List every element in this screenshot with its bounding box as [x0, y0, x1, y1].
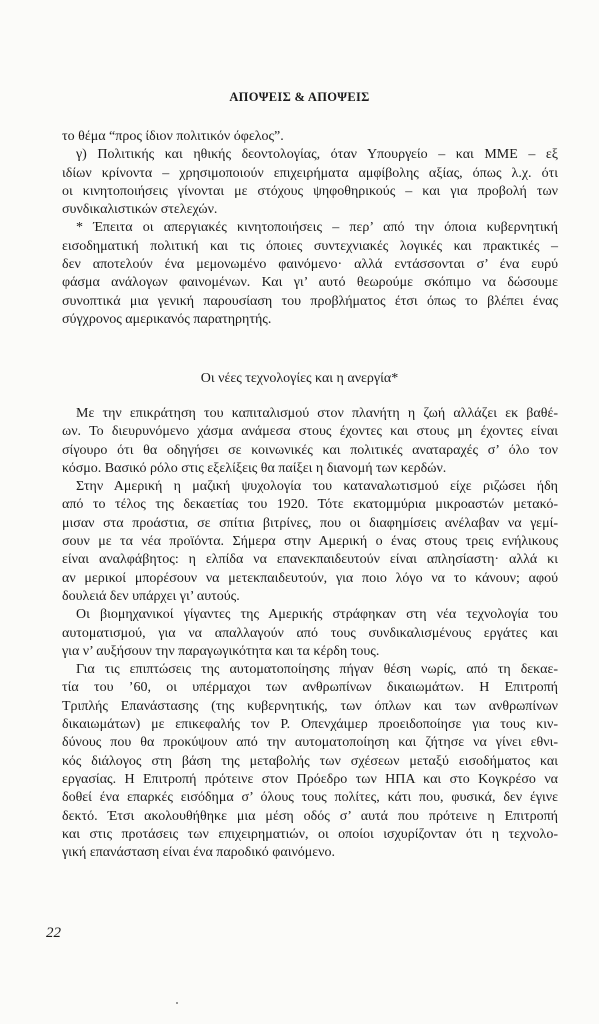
text-line: * Έπειτα οι απεργιακές κινητοποιήσεις – περ’ από την όποια κυβερνητική — [76, 220, 558, 236]
page-number: 22 — [46, 925, 61, 941]
text-line: ων. Το διευρυνόμενο χάσμα ανάμεσα στους έχοντες και στους μη έχοντες είναι — [62, 424, 558, 440]
text-line: δύνους που θα προκύψουν από την αυτοματοποίηση και ζήτησε να γίνει εθνι- — [62, 735, 558, 751]
text-line: κός διάλογος στη βάση της μεταβολής των σχέσεων μεταξύ εισοδήματος και — [62, 753, 558, 769]
text-line: Οι βιομηχανικοί γίγαντες της Αμερικής στράφηκαν στη νέα τεχνολογία του — [76, 607, 558, 623]
text-line: τία του ’60, οι υπέρμαχοι των ανθρωπίνων δικαιωμάτων. Η Επιτροπή — [62, 680, 558, 696]
text-line: σίγουρο ότι θα οδηγήσει σε κοινωνικές και πολιτικές αναταραχές σ’ όλο τον — [62, 442, 558, 458]
text-line: αν μερικοί μπορέσουν να μετεκπαιδευτούν, για ποιο λόγο να το κάνουν; αφού — [62, 570, 558, 586]
text-line: δεν αποτελούν ένα μεμονωμένο φαινόμενο· αλλά εντάσσονται σ’ ένα ευρύ — [62, 257, 558, 273]
running-header: ΑΠΟΨΕΙΣ & ΑΠΟΨΕΙΣ — [229, 90, 370, 104]
text-line: συνδικαλιστικών στελεχών. — [62, 202, 218, 218]
text-line: δεκτό. Έτσι ακολουθήθηκε μια μέση οδός σ’ αυτά που πρότεινε η Επιτροπή — [62, 808, 558, 824]
section-heading: Οι νέες τεχνολογίες και η ανεργία* — [200, 371, 399, 386]
text-line: κόσμο. Βασικό ρόλο στις εξελίξεις θα παίξει η διανομή των κερδών. — [62, 460, 447, 476]
text-line: αυτοματισμού, για να απαλλαγούν από τους συνδικαλισμένους εργάτες και — [62, 625, 558, 641]
text-line: το θέμα “προς ίδιον πολιτικόν όφελος”. — [62, 129, 284, 144]
text-line: Με την επικράτηση του καπιταλισμού στον πλανήτη η ζωή αλλάζει εκ βαθέ- — [76, 406, 558, 421]
text-line: Στην Αμερική η μαζική ψυχολογία του καταναλωτισμού είχε ριζώσει ήδη — [76, 479, 558, 495]
text-line: δοθεί ένα επαρκές εισόδημα σ’ όλους τους πολίτες, κάτι που, φυσικά, δεν έγινε — [62, 790, 558, 806]
text-line: συνοπτικά μια γενική παρουσίαση του προβλήματος έτσι όπως το βλέπει ένας — [62, 293, 558, 309]
text-line: Για τις επιπτώσεις της αυτοματοποίησης πήγαν θέση νωρίς, από τη δεκαε- — [76, 662, 558, 678]
text-line: φάσμα ανάλογων φαινομένων. Και γι’ αυτό θεωρούμε σκόπιμο να δώσουμε — [62, 275, 558, 291]
text-line: γική επανάσταση είναι ένα παροδικό φαινόμενο. — [62, 845, 335, 861]
text-line: από το τέλος της δεκαετίας του 1920. Τότε εκατομμύρια μικροαστών μετακό- — [62, 497, 558, 513]
text-line: είναι αναλφάβητος: η ελπίδα να επανεκπαιδευτούν είναι απλησίαστη· αλλά κι — [62, 552, 558, 568]
text-line: δικαιωμάτων) με επικεφαλής τον Ρ. Οπενχάιμερ προειδοποίησε για τους κιν- — [62, 717, 558, 733]
text-line: οι κινητοποιήσεις γίνονται με στόχους ψηφοθηρικούς – και για προβολή των — [62, 183, 558, 199]
scan-speck — [176, 1002, 178, 1004]
text-line: εισοδηματική πολιτική και τις όποιες συντεχνιακές λογικές και πρακτικές – — [62, 238, 558, 254]
text-line: γ) Πολιτικής και ηθικής δεοντολογίας, όταν Υπουργείο – και ΜΜΕ – εξ — [76, 147, 558, 163]
text-line: εργασίας. Η Επιτροπή πρότεινε στον Πρόεδρο των ΗΠΑ και στο Κογκρέσο να — [62, 771, 558, 787]
text-line: Τριπλής Επανάστασης (της κυβερνητικής, των όπλων και των ανθρωπίνων — [62, 698, 558, 714]
text-block-2 — [62, 405, 558, 862]
text-line: δουλειά δεν υπάρχει γι’ αυτούς. — [62, 588, 240, 604]
text-line: σύγχρονος αμερικανός παρατηρητής. — [62, 311, 272, 327]
text-line: σουν με τα νέα προϊόντα. Σήμερα στην Αμερική ο ένας στους τρεις ενήλικους — [62, 534, 558, 550]
text-line: για ν’ αυξήσουν την παραγωγικότητα και τα κέρδη τους. — [62, 643, 380, 659]
text-line: και στις προτάσεις των επιχειρηματιών, οι οποίοι ισχυρίζονταν ότι η τεχνολο- — [62, 826, 558, 842]
text-block-1 — [62, 128, 558, 329]
text-line: μισαν στα προάστια, σε σπίτια βιτρίνες, που οι διαφημίσεις ανέλαβαν να γεμί- — [62, 515, 558, 531]
text-line: ιδίων κρίνοντα – χρησιμοποιούν επιχειρήματα αμφίβολης αξίας, όπως λ.χ. ότι — [62, 165, 558, 181]
